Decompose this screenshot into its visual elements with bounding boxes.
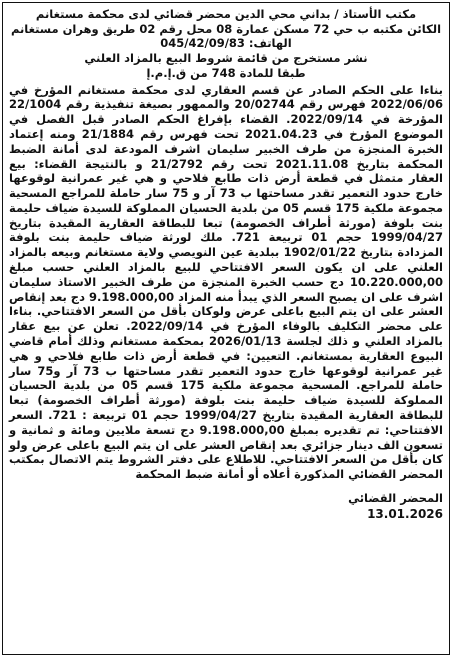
notice-title: نشر مستخرج من قائمة شروط البيع بالمزاد العلني <box>84 51 368 66</box>
phone-line: الهاتف: 045/42/09/83 <box>160 36 292 51</box>
legal-reference: طبقا للمادة 748 من ق.إ.م.إ <box>146 65 306 80</box>
notice-body: بناءا على الحكم الصادر عن قسم العقاري لدى محكمة مستغانم المؤرخ في 2022/06/06 فهرس رقم 20/02744 والممهور بصيغة تنفيذية رقم 22/1004 المؤرخة في 2022/09/14. القضاء بإفراغ الحكم الصادر قبل الفصل في الموضوع المؤرخ في 2021.04.23 تحت فهرس رقم 21/1884 ومنه إعتماد الخبرة المنجزة من طرف الخبير سليمان اشرف المودعة لدى أمانة الضبط المحكمة بتاريخ 2021.11.08 تحت رقم 21/2792 و بالنتيجة القضاء: بيع العقار متمثل في قطعة أرض ذات طابع فلاحي و هي غير عمرانية لوقوعها خارج حدود التعمير تقدر مساحتها ب 73 آر و 75 سار حاملة للمراجع المسحية مجموعة ملكية 175 قسم 05 من بلدية الحسيان المملوكة للسيدة ضياف حليمة بنت بلوفة (مورثة أطراف الخصومة) تبعا للبطاقة العقارية المقيدة بتاريخ 1999/04/27 حجم 01 تربيعة 721. ملك لورثة ضياف حليمة بنت بلوفة المزدادة بتاريخ 1902/01/22 ببلدية عين النويصي ولاية مستغانم وبيعه بالمزاد العلني على ان يكون السعر الافتتاحي للبيع بالمزاد العلني حسب مبلغ 10.220.000,00 دج حسب الخبرة المنجزة من طرف الخبير الاستاذ سليمان اشرف على ان يصبح السعر الذي يبدأ منه المزاد 9.198.000,00 دج بعد إنقاص العشر على ان يتم البيع باعلى عرض ولوكان بأقل من السعر الافتتاحي. بناءا على محضر التكليف بالوفاء المؤرخ في 2022/09/14. تعلن عن بيع عقار بالمزاد العلني و ذلك لجلسة 2026/01/13 بمحكمة مستغانم وذلك أمام قاضي البيوع العقارية بمستغانم. التعيين: في قطعة أرض ذات طابع فلاحي و هي غير عمرانية لوقوعها خارج حدود التعمير تقدر مساحتها ب 73 آر و75 سار حاملة للمراجع. المسحية مجموعة ملكية 175 قسم 05 من بلدية الحسيان المملوكة للسيدة ضياف حليمة بنت بلوفة (مورثة أطراف الخصومة) تبعا للبطاقة العقارية المقيدة بتاريخ 1999/04/27 حجم 01 تربيعة : 721. السعر الافتتاحي: تم تقديره بمبلغ 9.198.000,00 دج تسعة ملايين ومائة و ثمانية و تسعون الف دينار جزائري بعد إنقاص العشر على ان يتم البيع باعلى عرض ولو كان بأقل من السعر الافتتاحي. للاطلاع على دفتر الشروط يتم الاتصال بمكتب المحضر القضائي المذكورة أعلاه أو أمانة ضبط المحكمة <box>9 82 444 482</box>
notice-header <box>9 7 443 81</box>
legal-notice <box>2 2 450 655</box>
notice-date: 13.01.2026 <box>367 507 443 522</box>
office-address-line: الكائن مكتبه ب حي 72 مسكن عمارة 08 محل رقم 02 طريق وهران مستغانم <box>10 21 442 36</box>
bailiff-signature: المحضر القضائي <box>348 491 443 506</box>
bailiff-office-line: مكتب الأستاذ / بداني محي الدين محضر قضائي لدى محكمة مستغانم <box>35 7 417 21</box>
notice-footer <box>9 490 443 522</box>
